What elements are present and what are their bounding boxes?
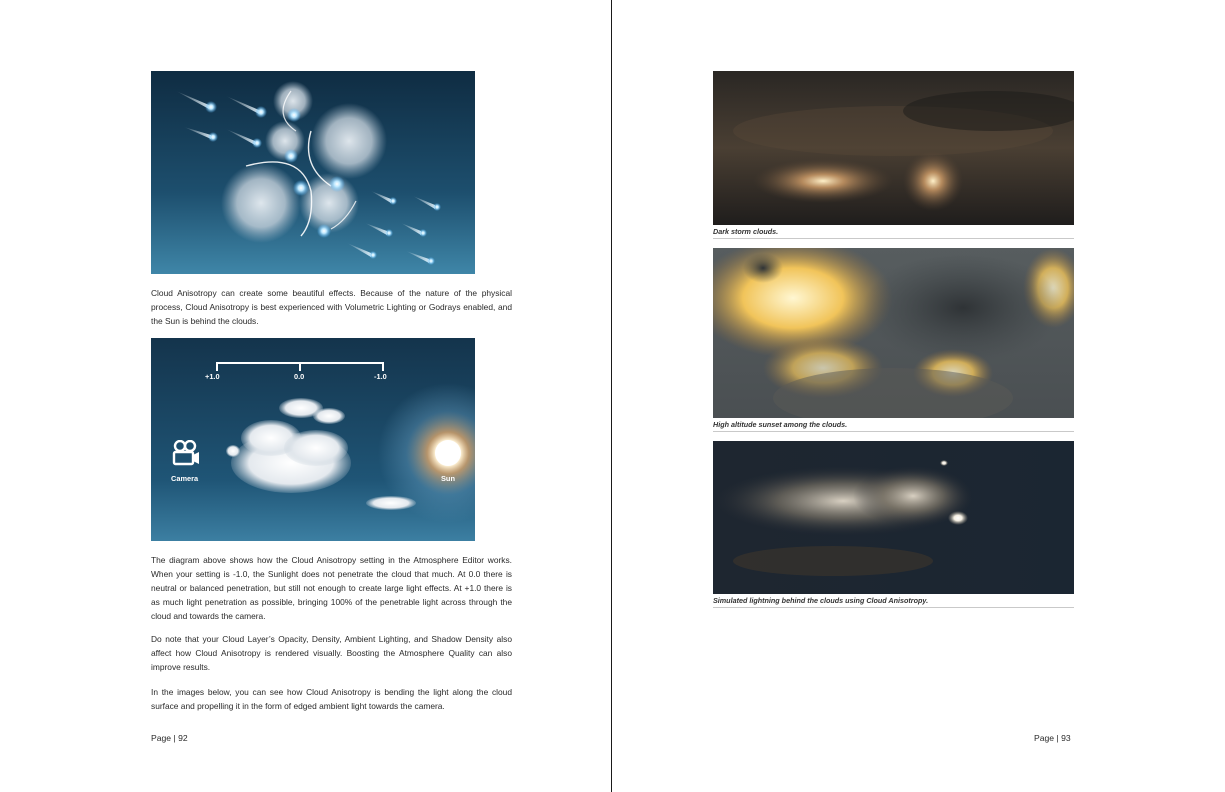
paragraph-intro xyxy=(151,286,512,328)
high-altitude-sunset-photo xyxy=(713,248,1074,418)
page-number: Page | 93 xyxy=(1034,733,1071,743)
caption-high-altitude-sunset: High altitude sunset among the clouds. xyxy=(713,420,1074,432)
paragraph-images-below xyxy=(151,685,512,713)
camera-label: Camera xyxy=(171,474,199,483)
caption-simulated-lightning: Simulated lightning behind the clouds using Cloud Anisotropy. xyxy=(713,596,1074,608)
paragraph-text: The diagram above shows how the Cloud Anisotropy setting in the Atmosphere Editor works. When your setting is -1.0, the Sunlight does not penetrate the cloud that much. At 0.0 there is neutral or balanced penetration, but still not enough to create large light effects. At +1.0 there is as much light penetration as possible, bringing 100% of the penetrable light across through the cloud and towards the camera. xyxy=(151,555,512,621)
scale-label-zero: 0.0 xyxy=(294,372,305,381)
video-camera-icon xyxy=(172,440,202,466)
paragraph-text: In the images below, you can see how Cloud Anisotropy is bending the light along the cloud surface and propelling it in the form of edged ambient light towards the camera. xyxy=(151,687,512,711)
anisotropy-rays-illustration xyxy=(151,71,475,274)
caption-dark-storm-clouds: Dark storm clouds. xyxy=(713,227,1074,239)
dark-storm-clouds-photo xyxy=(713,71,1074,225)
left-page xyxy=(0,0,611,792)
simulated-lightning-photo xyxy=(713,441,1074,594)
paragraph-note xyxy=(151,632,512,674)
sun-label: Sun xyxy=(441,474,455,483)
right-page xyxy=(612,0,1225,792)
paragraph-diagram-explanation xyxy=(151,553,512,623)
paragraph-text: Cloud Anisotropy can create some beautiful effects. Because of the nature of the physical process, Cloud Anisotropy is best experienced with Volumetric Lighting or Godrays enabled, and the Sun is behind the clouds. xyxy=(151,288,512,326)
anisotropy-diagram xyxy=(151,338,475,541)
scale-label-minus-one: -1.0 xyxy=(374,372,387,381)
paragraph-text: Do note that your Cloud Layer’s Opacity, Density, Ambient Lighting, and Shadow Density also affect how Cloud Anisotropy is rendered visually. Boosting the Atmosphere Quality can also improve results. xyxy=(151,634,512,672)
page-number: Page | 92 xyxy=(151,733,188,743)
scale-label-plus-one: +1.0 xyxy=(205,372,220,381)
